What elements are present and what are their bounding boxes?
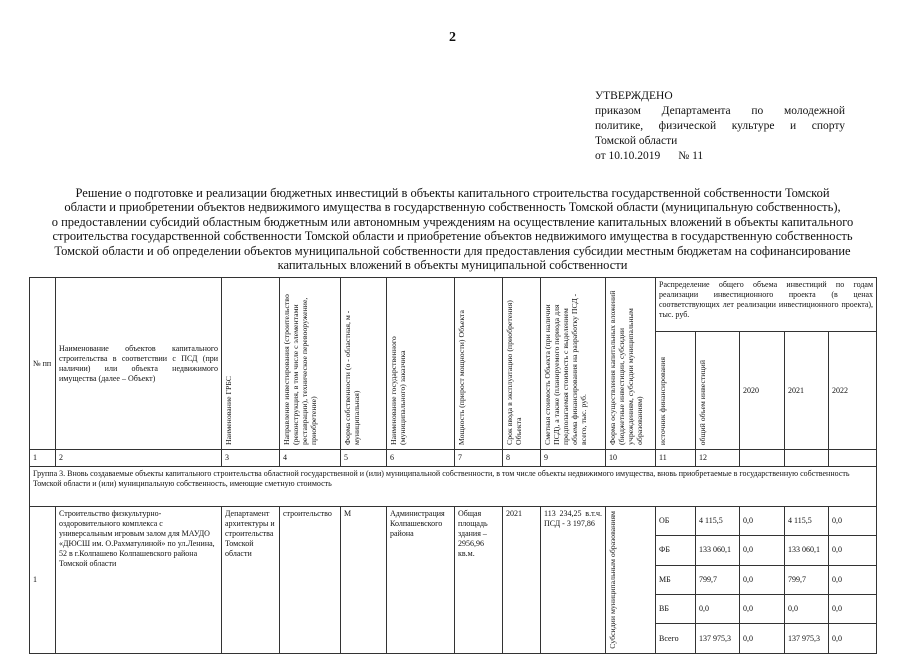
title-line-2: области и приобретении объектов недвижимого имущества в государственную собственность Томской области (муниципальную собственность),	[64, 200, 841, 215]
row-form	[606, 507, 656, 654]
row-cost: 113 234,25 в.т.ч. ПСД - 3 197,86	[541, 507, 606, 654]
col-number-8: 8	[503, 450, 541, 467]
header-total	[696, 332, 740, 450]
funding-total-total: 137 975,3	[696, 624, 740, 653]
header-source-text: источник финансирования	[658, 356, 667, 445]
header-customer-text: Наименование государственного (муниципального) заказчика	[389, 336, 407, 445]
header-cost-text: Сметная стоимость Объекта (при наличии ПСД), а также (планируемого периода для предполагаемая стоимость с выделением объема финансирования на разработку ПСД - всего, тыс. руб.	[543, 293, 588, 445]
funding-source-total: Всего	[656, 624, 696, 653]
col-number-1: 1	[30, 450, 56, 467]
col-number-13	[740, 450, 785, 467]
title-line-3: о предоставлении субсидий областным бюджетным или автономным учреждениям на осуществление капитальных вложений в объекты капитального	[51, 214, 854, 229]
funding-2022-fb: 0,0	[829, 536, 877, 565]
col-number-5: 5	[341, 450, 387, 467]
row-num: 1	[30, 507, 56, 654]
document-title	[25, 186, 880, 272]
row-form-text: Субсидии муниципальным образованиям	[608, 511, 617, 649]
funding-total-fb: 133 060,1	[696, 536, 740, 565]
funding-2021-total: 137 975,3	[785, 624, 829, 653]
col-number-2: 2	[56, 450, 222, 467]
approval-date: от 10.10.2019	[595, 150, 661, 162]
approval-block	[595, 89, 845, 164]
funding-2020-fb: 0,0	[740, 536, 785, 565]
funding-source-mb: МБ	[656, 565, 696, 594]
header-grbs	[222, 278, 280, 450]
funding-source-fb: ФБ	[656, 536, 696, 565]
page-number: 2	[449, 30, 456, 45]
header-distribution: Распределение общего объема инвестиций по годам реализации инвестиционного проекта (в ценах соответствующих лет реализации инвестиционного проекта), тыс. руб.	[656, 278, 877, 332]
header-object: Наименование объектов капитального строительства в соответствии с ПСД (при наличии) или объекта недвижимого имущества (далее – Объект)	[56, 278, 222, 450]
header-year-2021: 2021	[785, 332, 829, 450]
header-year-2020: 2020	[740, 332, 785, 450]
header-form	[606, 278, 656, 450]
col-number-6: 6	[387, 450, 455, 467]
row-customer: Администрация Колпашевского района	[387, 507, 455, 654]
funding-total-mb: 799,7	[696, 565, 740, 594]
header-total-text: общий объем инвестиций	[698, 359, 707, 445]
row-direction: строительство	[280, 507, 341, 654]
col-number-10: 10	[606, 450, 656, 467]
header-direction	[280, 278, 341, 450]
header-capacity-text: Мощность (прирост мощности) Объекта	[457, 309, 466, 445]
row-capacity: Общая площадь здания – 2956,96 кв.м.	[455, 507, 503, 654]
header-num: № пп	[30, 278, 56, 450]
col-number-9: 9	[541, 450, 606, 467]
col-number-12: 12	[696, 450, 740, 467]
investment-table	[29, 277, 877, 654]
col-number-4: 4	[280, 450, 341, 467]
header-cost	[541, 278, 606, 450]
header-term	[503, 278, 541, 450]
col-number-15	[829, 450, 877, 467]
funding-2020-mb: 0,0	[740, 565, 785, 594]
approval-date-row	[595, 149, 845, 164]
approval-heading: УТВЕРЖДЕНО	[595, 90, 673, 102]
header-source	[656, 332, 696, 450]
col-number-7: 7	[455, 450, 503, 467]
group-title: Группа 3. Вновь создаваемые объекты капитального строительства областной государственной и (или) муниципальной собственности, в том числе объекты недвижимого имущества, вновь приобретаемые в государственную собственность Томской области и (или) муниципальную собственность, имеющие сметную стоимость	[30, 467, 877, 507]
row-term: 2021	[503, 507, 541, 654]
funding-source-ob: ОБ	[656, 507, 696, 536]
header-term-text: Срок ввода в эксплуатацию (приобретения) Объекта	[505, 300, 523, 445]
header-ownership-text: Форма собственности (о - областная, м - муниципальная)	[343, 310, 361, 445]
funding-2022-ob: 0,0	[829, 507, 877, 536]
group-row	[30, 467, 877, 507]
funding-2022-mb: 0,0	[829, 565, 877, 594]
funding-2020-vb: 0,0	[740, 594, 785, 623]
title-line-4: строительства государственной собственности Томской области и приобретение объектов недвижимого имущества в государственную собственность	[52, 229, 853, 244]
header-ownership	[341, 278, 387, 450]
header-grbs-text: Наименование ГРБС	[224, 376, 233, 445]
header-direction-text: Направление инвестирования (строительство (реконструкция, в том числе с элементами реставрации), техническое перевооружение, приобретение)	[282, 294, 318, 445]
funding-2022-total: 0,0	[829, 624, 877, 653]
funding-total-vb: 0,0	[696, 594, 740, 623]
column-number-row	[30, 450, 877, 467]
approval-line-1: приказом Департамента по молодежной	[595, 105, 845, 117]
funding-2022-vb: 0,0	[829, 594, 877, 623]
funding-2020-ob: 0,0	[740, 507, 785, 536]
funding-2021-fb: 133 060,1	[785, 536, 829, 565]
col-number-11: 11	[656, 450, 696, 467]
funding-2020-total: 0,0	[740, 624, 785, 653]
row-object: Строительство физкультурно-оздоровительного комплекса с универсальным игровым залом для МАУДО «ДЮСШ им. О.Рахматулиной» по ул.Ленина, 52 в г.Колпашево Колпашевского района Томской области	[56, 507, 222, 654]
funding-2021-ob: 4 115,5	[785, 507, 829, 536]
approval-line-2: политике, физической культуре и спорту	[595, 120, 845, 132]
col-number-14	[785, 450, 829, 467]
title-line-6: капитальных вложений в объекты муниципальной собственности	[277, 258, 628, 273]
col-number-3: 3	[222, 450, 280, 467]
approval-number: № 11	[678, 150, 704, 162]
title-line-1: Решение о подготовке и реализации бюджетных инвестиций в объекты капитального строительства государственной собственности Томской	[75, 186, 830, 200]
approval-line-3: Томской области	[595, 135, 678, 147]
table-row	[30, 507, 877, 536]
header-year-2022: 2022	[829, 332, 877, 450]
header-row-1	[30, 278, 877, 332]
funding-total-ob: 4 115,5	[696, 507, 740, 536]
header-form-text: Форма осуществления капитальных вложений (бюджетные инвестиции, субсидии учреждениям, субсидии муниципальным образованиям)	[608, 290, 644, 445]
funding-2021-vb: 0,0	[785, 594, 829, 623]
funding-2021-mb: 799,7	[785, 565, 829, 594]
funding-source-vb: ВБ	[656, 594, 696, 623]
header-capacity	[455, 278, 503, 450]
row-grbs: Департамент архитектуры и строительства Томской области	[222, 507, 280, 654]
header-customer	[387, 278, 455, 450]
row-ownership: М	[341, 507, 387, 654]
title-line-5: Томской области и об определении объектов муниципальной собственности для предоставления субсидии местным бюджетам на софинансирование	[54, 243, 851, 258]
